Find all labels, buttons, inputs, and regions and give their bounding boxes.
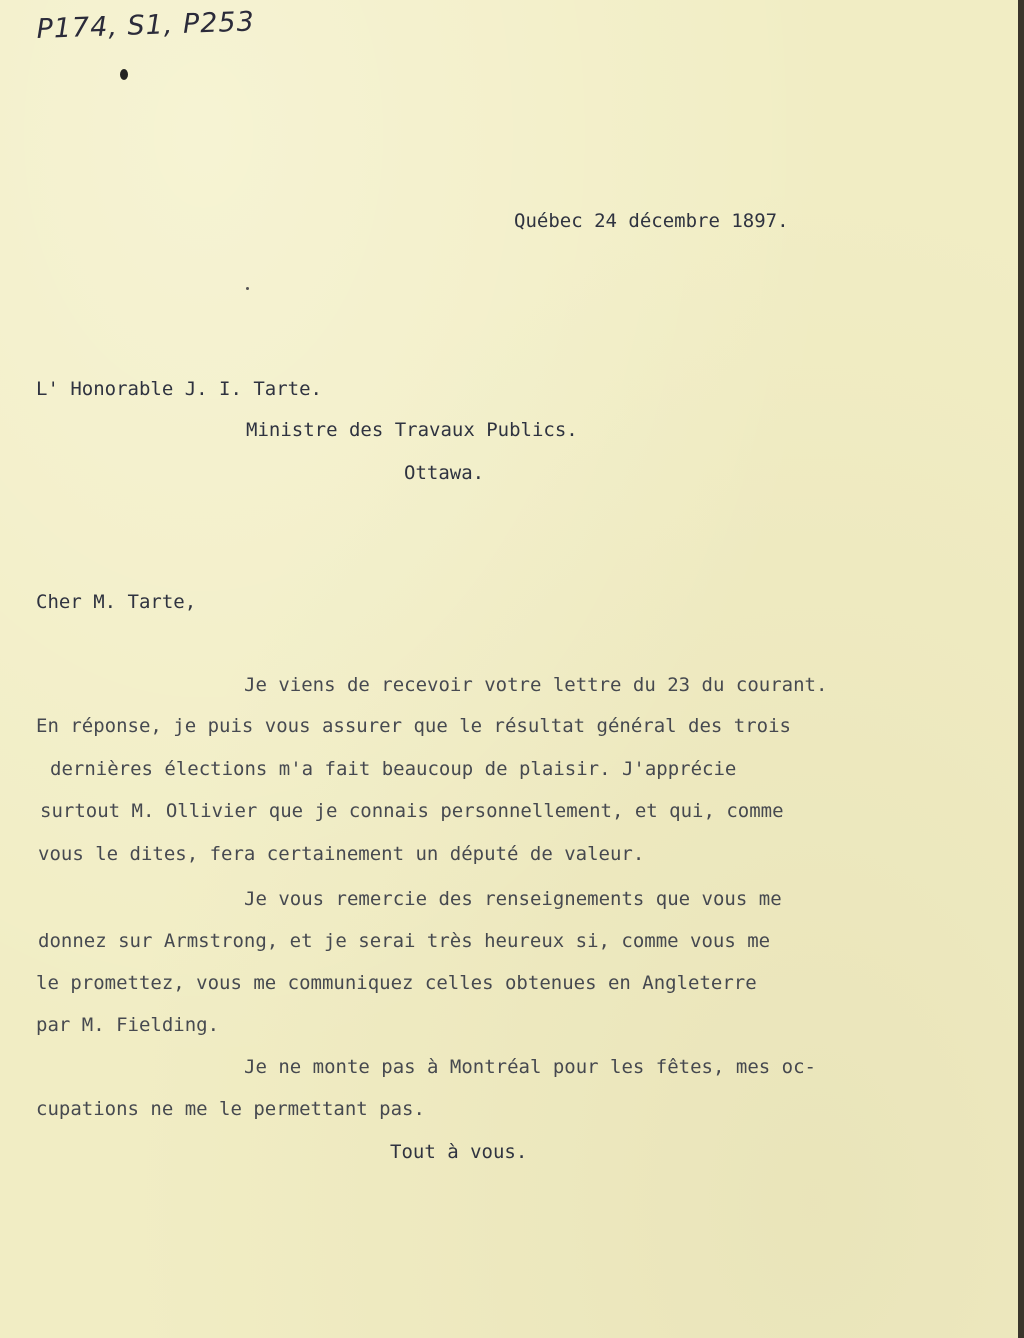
body-line: En réponse, je puis vous assurer que le résultat général des trois — [36, 715, 791, 737]
body-line: le promettez, vous me communiquez celles obtenues en Angleterre — [36, 972, 757, 994]
body-line: vous le dites, fera certainement un député de valeur. — [38, 843, 645, 865]
archive-reference: P174, S1, P253 — [36, 6, 256, 45]
body-line: Je vous remercie des renseignements que vous me — [244, 888, 782, 910]
page-edge — [1018, 0, 1024, 1338]
ink-dot — [246, 287, 249, 290]
body-line: Je viens de recevoir votre lettre du 23 du courant. — [244, 674, 828, 696]
body-line: donnez sur Armstrong, et je serai très heureux si, comme vous me — [38, 930, 771, 952]
body-line: cupations ne me le permettant pas. — [36, 1098, 425, 1120]
recipient-title: Ministre des Travaux Publics. — [246, 419, 578, 441]
dateline: Québec 24 décembre 1897. — [514, 210, 789, 232]
body-line: dernières élections m'a fait beaucoup de plaisir. J'apprécie — [50, 758, 737, 780]
body-line: surtout M. Ollivier que je connais personnellement, et qui, comme — [40, 800, 784, 822]
body-line: Je ne monte pas à Montréal pour les fêtes, mes oc- — [244, 1056, 816, 1078]
body-line: par M. Fielding. — [36, 1014, 220, 1036]
recipient-name: L' Honorable J. I. Tarte. — [36, 378, 322, 400]
salutation: Cher M. Tarte, — [36, 591, 197, 613]
closing: Tout à vous. — [390, 1141, 528, 1163]
recipient-city: Ottawa. — [404, 462, 485, 484]
ink-mark — [120, 69, 128, 80]
